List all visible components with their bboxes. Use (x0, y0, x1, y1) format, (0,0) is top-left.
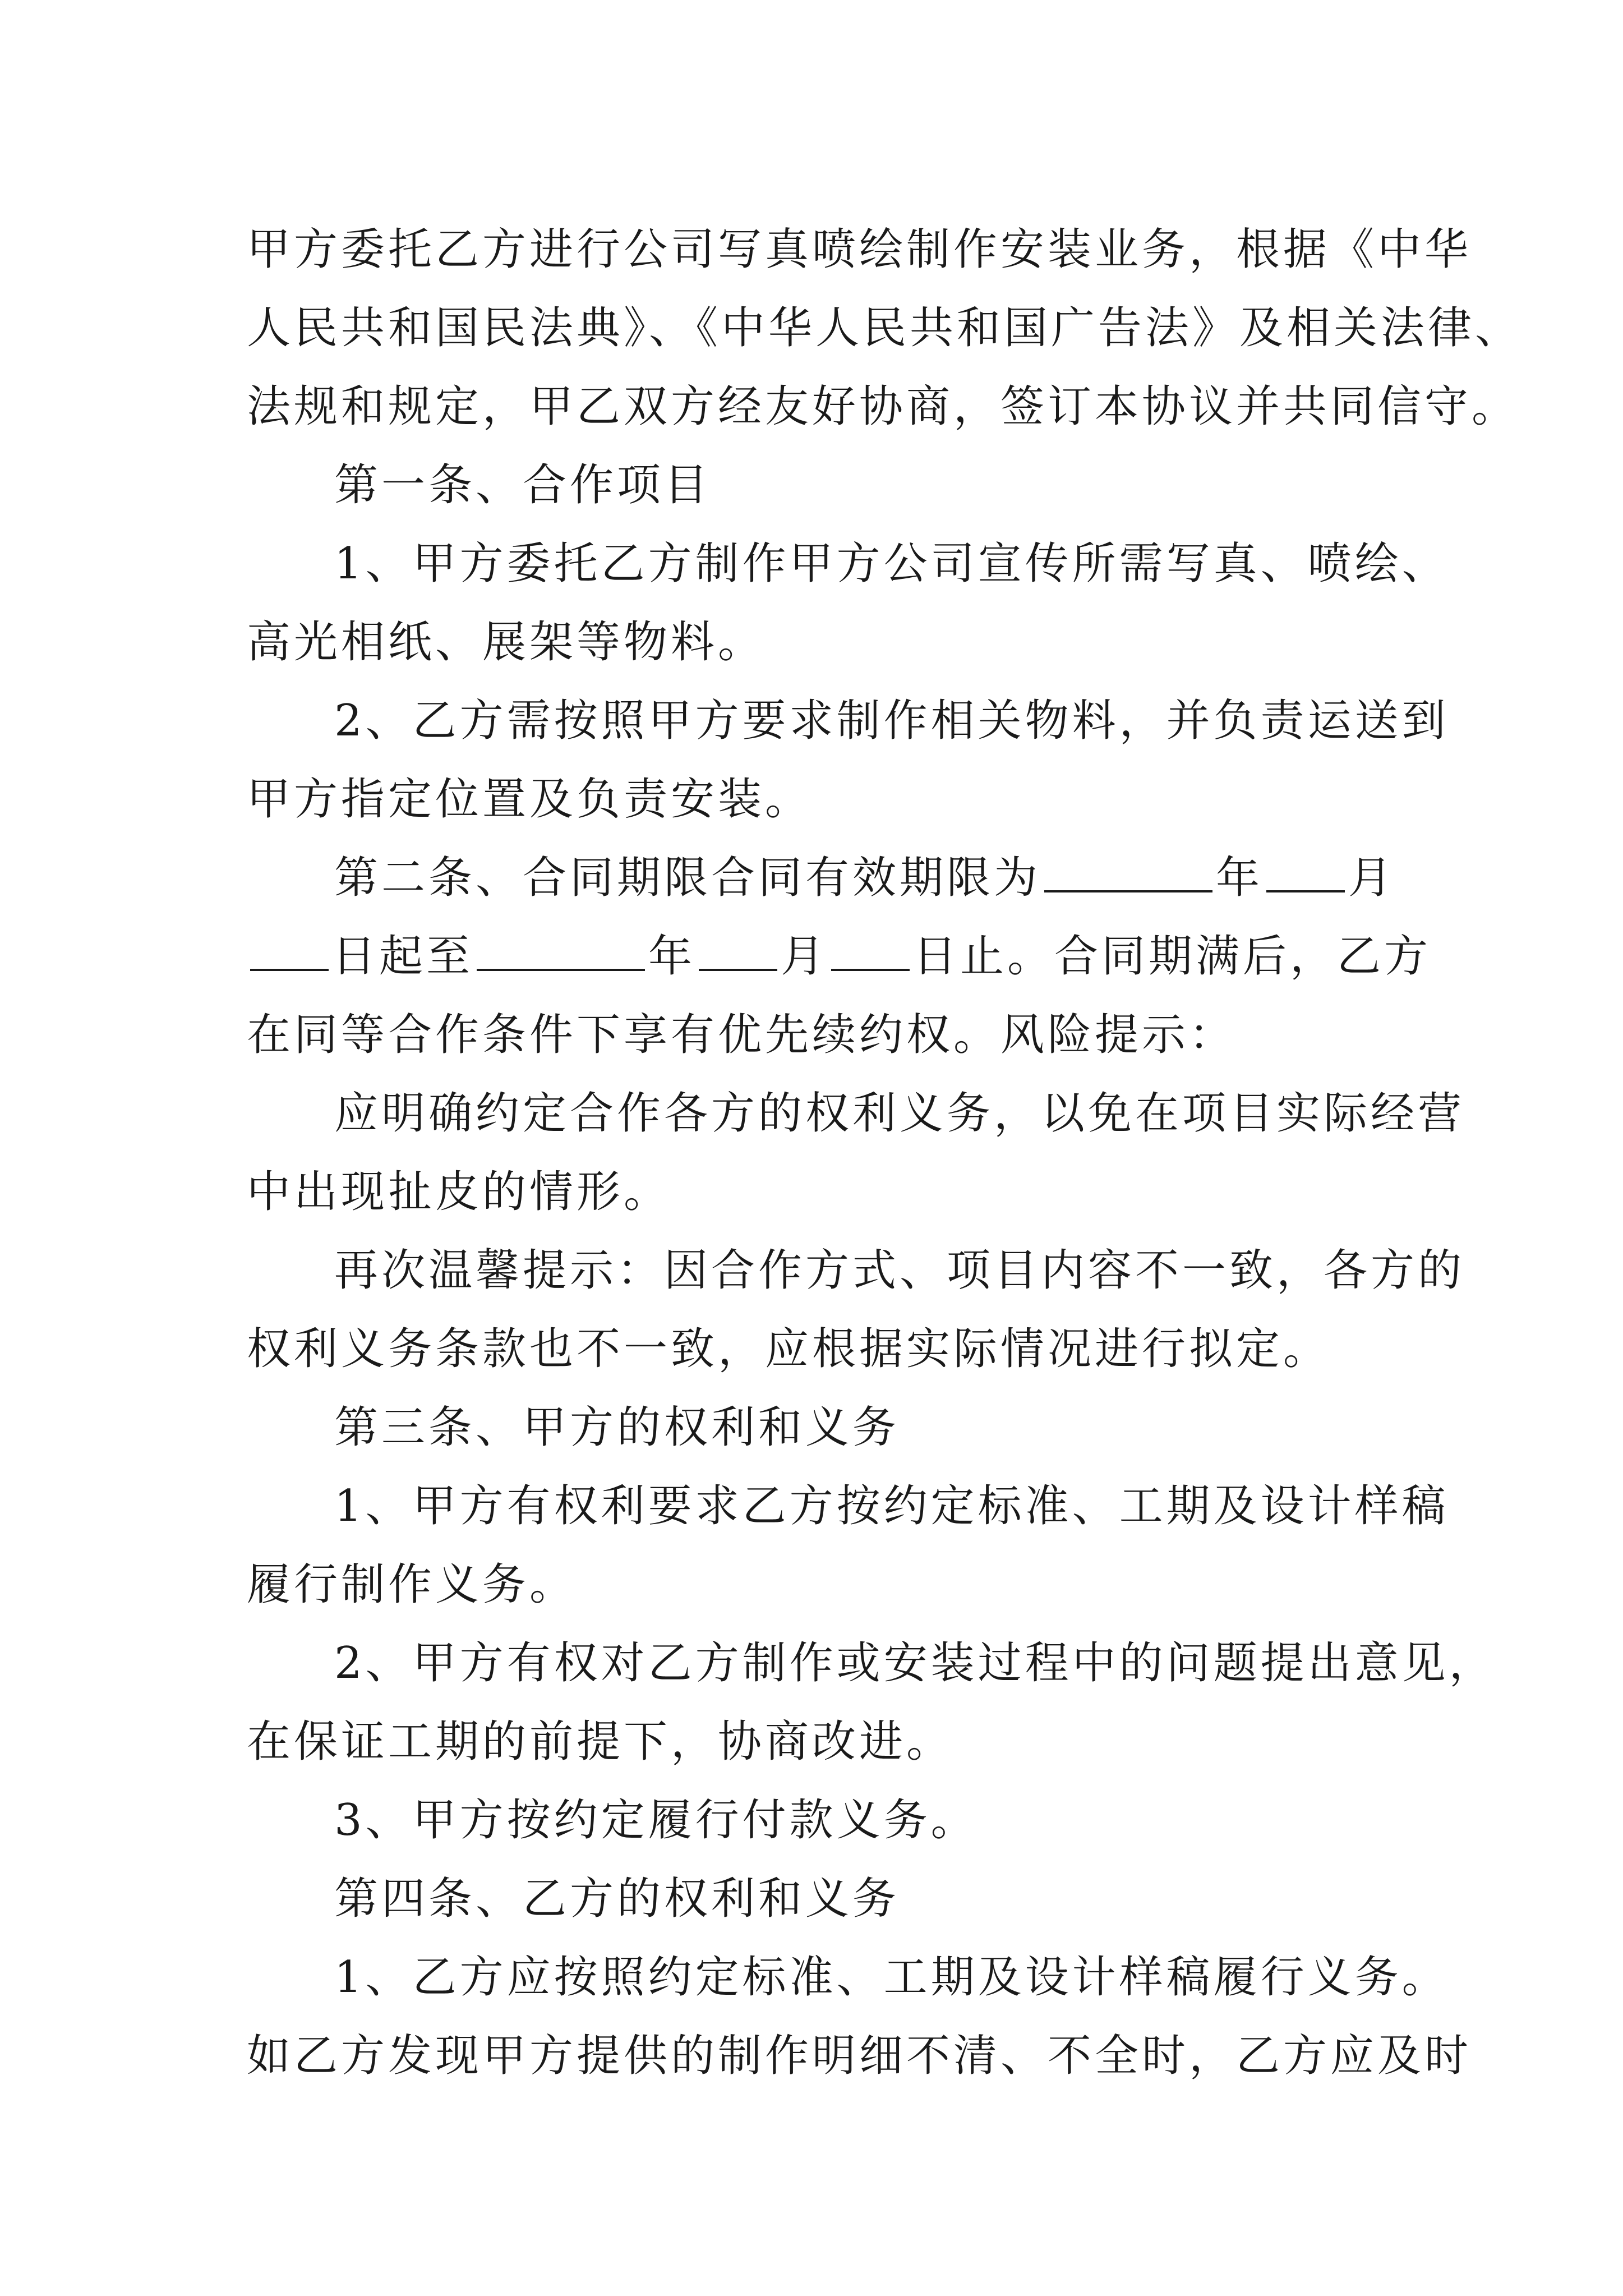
text-line: 权利义务条款也不一致，应根据实际情况进行拟定。 (247, 1324, 1331, 1374)
reminder-paragraph (247, 1231, 1465, 1388)
text-line: 3、甲方按约定履行付款义务。 (334, 1795, 978, 1846)
text-line: 甲方委托乙方进行公司写真喷绘制作安装业务，根据《中华 (247, 224, 1472, 275)
article1-heading (247, 446, 1436, 524)
risk-note-paragraph (247, 1074, 1465, 1231)
month-label: 月 (1348, 853, 1396, 903)
article3-heading (247, 1388, 1436, 1467)
article3-item1-paragraph (247, 1467, 1449, 1624)
document-body (247, 210, 1523, 2095)
text-line: 2、甲方有权对乙方制作或安装过程中的问题提出意见， (334, 1638, 1496, 1688)
text-line (247, 839, 1436, 917)
text-line: 1、乙方应按照约定标准、工期及设计样稿履行义务。 (334, 1952, 1449, 2003)
month-label: 月 (781, 931, 828, 982)
year-label: 年 (1216, 853, 1264, 903)
year-label: 年 (648, 931, 696, 982)
article3-item3-paragraph (247, 1781, 1436, 1860)
text-line: 如乙方发现甲方提供的制作明细不清、不全时，乙方应及时 (247, 2031, 1472, 2081)
month-blank-from[interactable] (1266, 851, 1345, 892)
article4-item1-paragraph (247, 1938, 1472, 2095)
article1-item2-paragraph (247, 682, 1449, 839)
day-end-label: 日止。合同期满后，乙方 (913, 931, 1432, 982)
text-line: 中出现扯皮的情形。 (247, 1167, 671, 1217)
text-line: 高光相纸、展架等物料。 (247, 617, 766, 668)
month-blank-to[interactable] (699, 930, 777, 971)
text-line: 甲方指定位置及负责安装。 (247, 774, 813, 825)
text-line: 在保证工期的前提下，协商改进。 (247, 1717, 954, 1767)
text-line: 第一条、合作项目 (334, 460, 712, 510)
text-line: 法规和规定，甲乙双方经友好协商，签订本协议并共同信守。 (247, 381, 1519, 432)
text-line: 在同等合作条件下享有优先续约权。风险提示： (247, 1010, 1237, 1060)
article2-prefix: 第二条、合同期限合同有效期限为 (334, 853, 1041, 903)
text-line (247, 917, 1436, 996)
text-line: 应明确约定合作各方的权利义务，以免在项目实际经营 (334, 1088, 1465, 1139)
text-line: 人民共和国民法典》、《中华人民共和国广告法》及相关法律、 (247, 303, 1523, 353)
text-line: 1、甲方委托乙方制作甲方公司宣传所需写真、喷绘、 (334, 539, 1449, 589)
text-line: 再次温馨提示：因合作方式、项目内容不一致，各方的 (334, 1245, 1465, 1296)
text-line: 履行制作义务。 (247, 1559, 577, 1610)
article1-item1-paragraph (247, 524, 1449, 682)
text-line: 第三条、甲方的权利和义务 (334, 1402, 900, 1453)
article2-paragraph (247, 839, 1436, 1074)
intro-paragraph (247, 210, 1523, 446)
year-blank-from[interactable] (1044, 851, 1212, 892)
day-blank-from[interactable] (250, 930, 329, 971)
year-blank-to[interactable] (477, 930, 645, 971)
text-line: 1、甲方有权利要求乙方按约定标准、工期及设计样稿 (334, 1481, 1449, 1531)
article4-heading (247, 1860, 1436, 1938)
article3-item2-paragraph (247, 1624, 1496, 1781)
text-line: 2、乙方需按照甲方要求制作相关物料，并负责运送到 (334, 696, 1449, 746)
day-from-label: 日起至 (332, 931, 474, 982)
day-blank-to[interactable] (831, 930, 910, 971)
text-line: 第四条、乙方的权利和义务 (334, 1874, 900, 1924)
